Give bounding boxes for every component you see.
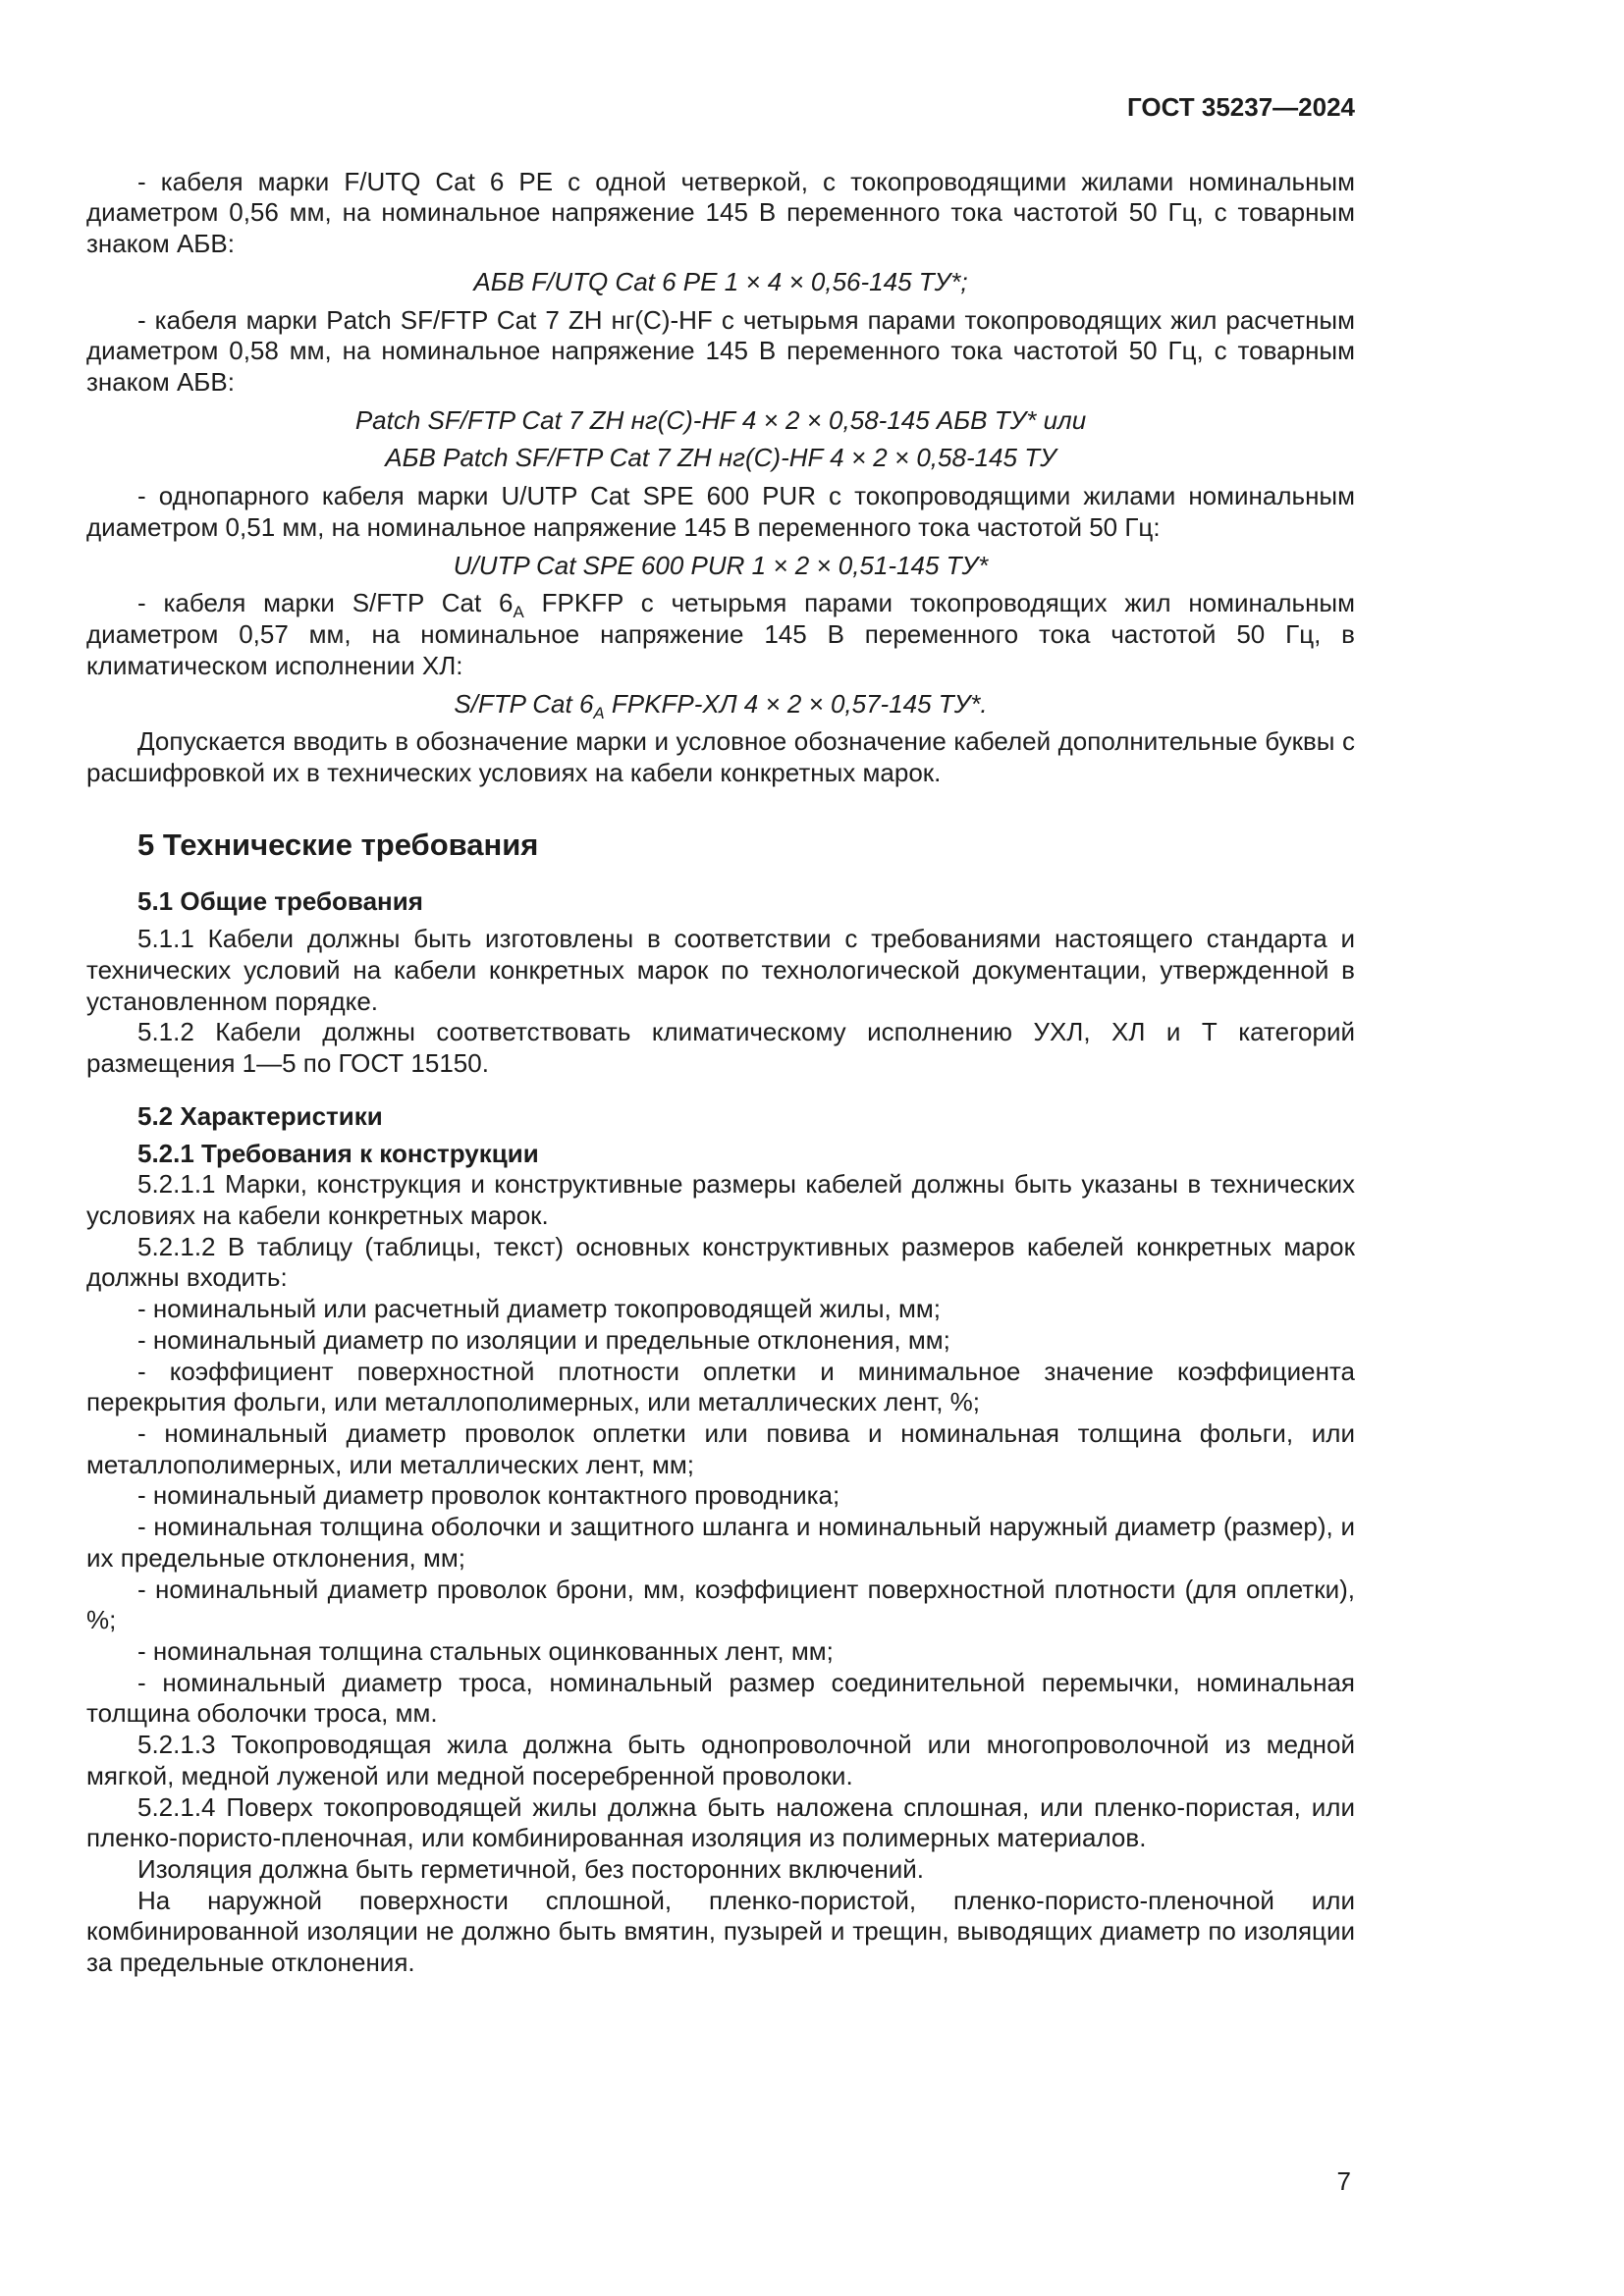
- clause-heading: 5.2.1 Требования к конструкции: [137, 1138, 539, 1168]
- body-paragraph: 5.1.1 Кабели должны быть изготовлены в соответствии с требованиями настоящего стандарта и технических условий на кабели конкретных марок по технологической документации, утвержденной в установленном порядке.: [86, 924, 1355, 1016]
- body-paragraph: - номинальный диаметр проволок оплетки или повива и номинальная толщина фольги, или металлополимерных, или металлических лент, мм;: [86, 1417, 1355, 1479]
- body-paragraph: - номинальный диаметр проволок контактного проводника;: [137, 1480, 840, 1511]
- body-paragraph: - номинальный диаметр троса, номинальный размер соединительной перемычки, номинальная толщина оболочки троса, мм.: [86, 1667, 1355, 1729]
- body-paragraph: 5.2.1.1 Марки, конструкция и конструктивные размеры кабелей должны быть указаны в технических условиях на кабели конкретных марок.: [86, 1169, 1355, 1230]
- designation-formula: S/FTP Cat $6_А$ FPKFP-ХЛ 4 × 2 × 0,57-145 ТУ*.: [454, 688, 988, 722]
- designation-formula: Patch SF/FTP Cat 7 ZH нг(С)-HF 4 × 2 × 0,58-145 АБВ ТУ* или: [354, 404, 1087, 435]
- designation-formula: U/UTP Cat SPE 600 PUR 1 × 2 × 0,51-145 ТУ*: [453, 550, 989, 580]
- body-paragraph: - номинальная толщина оболочки и защитного шланга и номинальный наружный диаметр (размер), и их предельные отклонения, мм;: [86, 1512, 1355, 1573]
- section-heading: 5 Технические требования: [137, 827, 539, 862]
- body-paragraph: - коэффициент поверхностной плотности оплетки и минимальное значение коэффициента перекрытия фольги, или металлополимерных, или металлических лент, %;: [86, 1356, 1355, 1417]
- body-paragraph: 5.2.1.2 В таблицу (таблицы, текст) основных конструктивных размеров кабелей конкретных марок должны входить:: [86, 1231, 1355, 1293]
- body-paragraph: - номинальная толщина стальных оцинкованных лент, мм;: [137, 1636, 834, 1666]
- body-paragraph: 5.1.2 Кабели должны соответствовать климатическому исполнению УХЛ, ХЛ и Т категорий размещения 1—5 по ГОСТ 15150.: [86, 1017, 1355, 1079]
- page-footer: [1337, 2166, 1351, 2198]
- page-header: [86, 92, 1355, 124]
- body-paragraph: Допускается вводить в обозначение марки и условное обозначение кабелей дополнительные буквы с расшифровкой их в технических условиях на кабели конкретных марок.: [86, 726, 1355, 787]
- document-content: [86, 167, 1355, 1979]
- standard-number: ГОСТ 35237—2024: [1127, 92, 1355, 122]
- body-paragraph: - номинальный диаметр по изоляции и предельные отклонения, мм;: [137, 1324, 950, 1355]
- designation-formula: АБВ Patch SF/FTP Cat 7 ZH нг(С)-HF 4 × 2 × 0,58-145 ТУ: [385, 443, 1056, 473]
- subsection-heading: 5.2 Характеристики: [137, 1100, 383, 1131]
- body-paragraph: - номинальный диаметр проволок брони, мм, коэффициент поверхностной плотности (для оплетки), %;: [86, 1574, 1355, 1635]
- body-paragraph: - кабеля марки F/UTQ Cat 6 PE с одной четверкой, с токопроводящими жилами номинальным диаметром 0,56 мм, на номинальное напряжение 145 В переменного тока частотой 50 Гц, с товарным знаком АБВ:: [86, 166, 1355, 259]
- body-paragraph: 5.2.1.4 Поверх токопроводящей жилы должна быть наложена сплошная, или пленко-пористая, или пленко-пористо-пленочная, или комбинированная изоляция из полимерных материалов.: [86, 1791, 1355, 1853]
- body-paragraph: - однопарного кабеля марки U/UTP Cat SPE 600 PUR с токопроводящими жилами номинальным диаметром 0,51 мм, на номинальное напряжение 145 В переменного тока частотой 50 Гц:: [86, 481, 1355, 542]
- subsection-heading: 5.1 Общие требования: [137, 886, 423, 917]
- body-paragraph: 5.2.1.3 Токопроводящая жила должна быть однопроволочной или многопроволочной из медной мягкой, медной луженой или медной посеребренной проволоки.: [86, 1730, 1355, 1790]
- designation-formula: АБВ F/UTQ Cat 6 PE 1 × 4 × 0,56-145 ТУ*;: [473, 266, 968, 296]
- page-number: 7: [1336, 2166, 1351, 2197]
- body-paragraph: Изоляция должна быть герметичной, без посторонних включений.: [137, 1854, 925, 1885]
- body-paragraph: - номинальный или расчетный диаметр токопроводящей жилы, мм;: [137, 1294, 941, 1324]
- body-paragraph: - кабеля марки S/FTP Cat $6_А$ FPKFP с четырьмя парами токопроводящих жил номинальным диаметром 0,57 мм, на номинальное напряжение 145 В переменного тока частотой 50 Гц, в климатическом исполнении ХЛ:: [86, 588, 1355, 680]
- body-paragraph: На наружной поверхности сплошной, пленко-пористой, пленко-пористо-пленочной или комбинированной изоляции не должно быть вмятин, пузырей и трещин, выводящих диаметр по изоляции за предельные отклонения.: [86, 1885, 1355, 1978]
- body-paragraph: - кабеля марки Patch SF/FTP Cat 7 ZH нг(С)-HF с четырьмя парами токопроводящих жил расчетным диаметром 0,58 мм, на номинальное напряжение 145 В переменного тока частотой 50 Гц, с товарным знаком АБВ:: [86, 304, 1355, 398]
